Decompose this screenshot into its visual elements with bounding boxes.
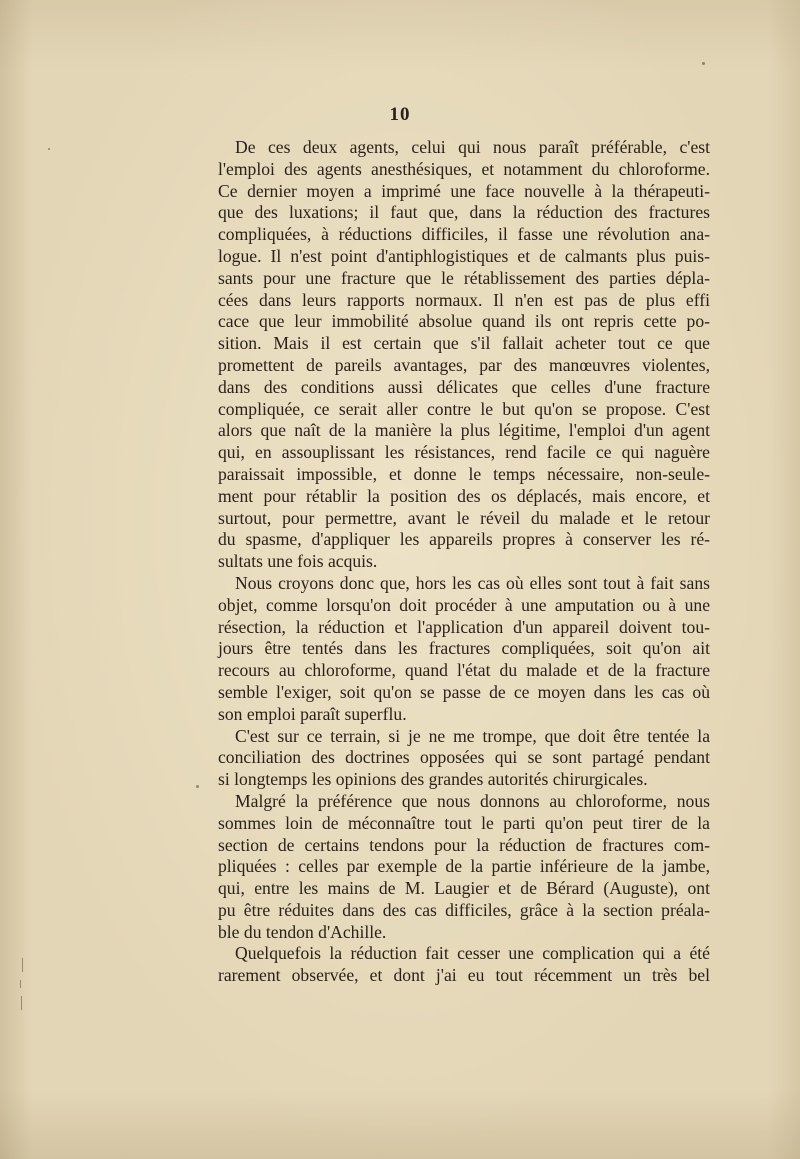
body-text bbox=[218, 137, 710, 987]
text-line: C'est sur ce terrain, si je ne me trompe, que doit être tentée la bbox=[235, 725, 710, 746]
text-line: sultats une fois acquis. bbox=[218, 551, 378, 572]
paper-speck bbox=[48, 148, 50, 150]
paper-speck bbox=[702, 62, 705, 65]
text-line: De ces deux agents, celui qui nous paraît préférable, c'est bbox=[235, 137, 710, 157]
text-line: son emploi paraît superflu. bbox=[218, 703, 407, 724]
text-line: sition. Mais il est certain que s'il fallait acheter tout ce que bbox=[218, 333, 710, 354]
text-line: jours être tentés dans les fractures compliquées, soit qu'on ait bbox=[218, 638, 710, 659]
text-line: rarement observée, et dont j'ai eu tout récemment un très bel bbox=[218, 965, 710, 986]
text-line: sommes loin de méconnaître tout le parti qu'on peut tirer de la bbox=[218, 812, 710, 833]
text-line: pliquées : celles par exemple de la partie inférieure de la jambe, bbox=[218, 856, 710, 877]
text-line: si longtemps les opinions des grandes autorités chirurgicales. bbox=[218, 769, 648, 790]
paper-speck bbox=[196, 785, 199, 788]
text-line: Quelquefois la réduction fait cesser une complication qui a été bbox=[235, 943, 710, 964]
text-line: recours au chloroforme, quand l'état du malade et de la fracture bbox=[218, 660, 710, 681]
text-line: section de certains tendons pour la réduction de fractures com- bbox=[218, 834, 710, 855]
margin-mark bbox=[20, 980, 21, 988]
page-number: 10 bbox=[389, 104, 411, 125]
text-line: objet, comme lorsqu'on doit procéder à une amputation ou à une bbox=[218, 594, 710, 615]
text-line: sants pour une fracture que le rétablissement des parties dépla- bbox=[218, 267, 710, 288]
text-line: alors que naît de la manière la plus légitime, l'emploi d'un agent bbox=[218, 420, 710, 441]
text-line: compliquée, ce serait aller contre le but qu'on se propose. C'est bbox=[218, 398, 710, 419]
text-line: ble du tendon d'Achille. bbox=[218, 921, 387, 942]
text-line: que des luxations; il faut que, dans la réduction des fractures bbox=[218, 202, 710, 223]
text-line: résection, la réduction et l'application d'un appareil doivent tou- bbox=[218, 616, 710, 637]
text-line: compliquées, à réductions difficiles, il fasse une révolution ana- bbox=[218, 224, 710, 245]
text-line: semble l'exiger, soit qu'on se passe de ce moyen dans les cas où bbox=[218, 681, 710, 702]
text-line: conciliation des doctrines opposées qui se sont partagé pendant bbox=[218, 747, 710, 768]
text-line: surtout, pour permettre, avant le réveil du malade et le retour bbox=[218, 507, 710, 528]
text-line: pu être réduites dans des cas difficiles, grâce à la section préala- bbox=[218, 899, 710, 920]
margin-mark bbox=[21, 996, 22, 1010]
text-line: promettent de pareils avantages, par des manœuvres violentes, bbox=[218, 354, 710, 375]
text-line: cées dans leurs rapports normaux. Il n'en est pas de plus effi bbox=[218, 289, 710, 310]
text-line: cace que leur immobilité absolue quand ils ont repris cette po- bbox=[218, 311, 710, 332]
text-line: l'emploi des agents anesthésiques, et notamment du chloroforme. bbox=[218, 158, 710, 179]
text-line: ment pour rétablir la position des os déplacés, mais encore, et bbox=[218, 485, 710, 506]
text-line: Malgré la préférence que nous donnons au chloroforme, nous bbox=[235, 790, 710, 811]
text-line: du spasme, d'appliquer les appareils propres à conserver les ré- bbox=[218, 529, 710, 550]
text-line: Nous croyons donc que, hors les cas où elles sont tout à fait sans bbox=[235, 572, 710, 593]
text-line: dans des conditions aussi délicates que celles d'une fracture bbox=[218, 376, 710, 397]
text-line: logue. Il n'est point d'antiphlogistiques et de calmants plus puis- bbox=[218, 245, 710, 266]
text-line: Ce dernier moyen a imprimé une face nouvelle à la thérapeuti- bbox=[218, 180, 710, 201]
margin-mark bbox=[22, 958, 23, 972]
text-line: qui, entre les mains de M. Laugier et de Bérard (Auguste), ont bbox=[218, 878, 710, 899]
text-line: qui, en assouplissant les résistances, rend facile ce qui naguère bbox=[218, 442, 710, 463]
text-line: paraissait impossible, et donne le temps nécessaire, non-seule- bbox=[218, 463, 710, 484]
